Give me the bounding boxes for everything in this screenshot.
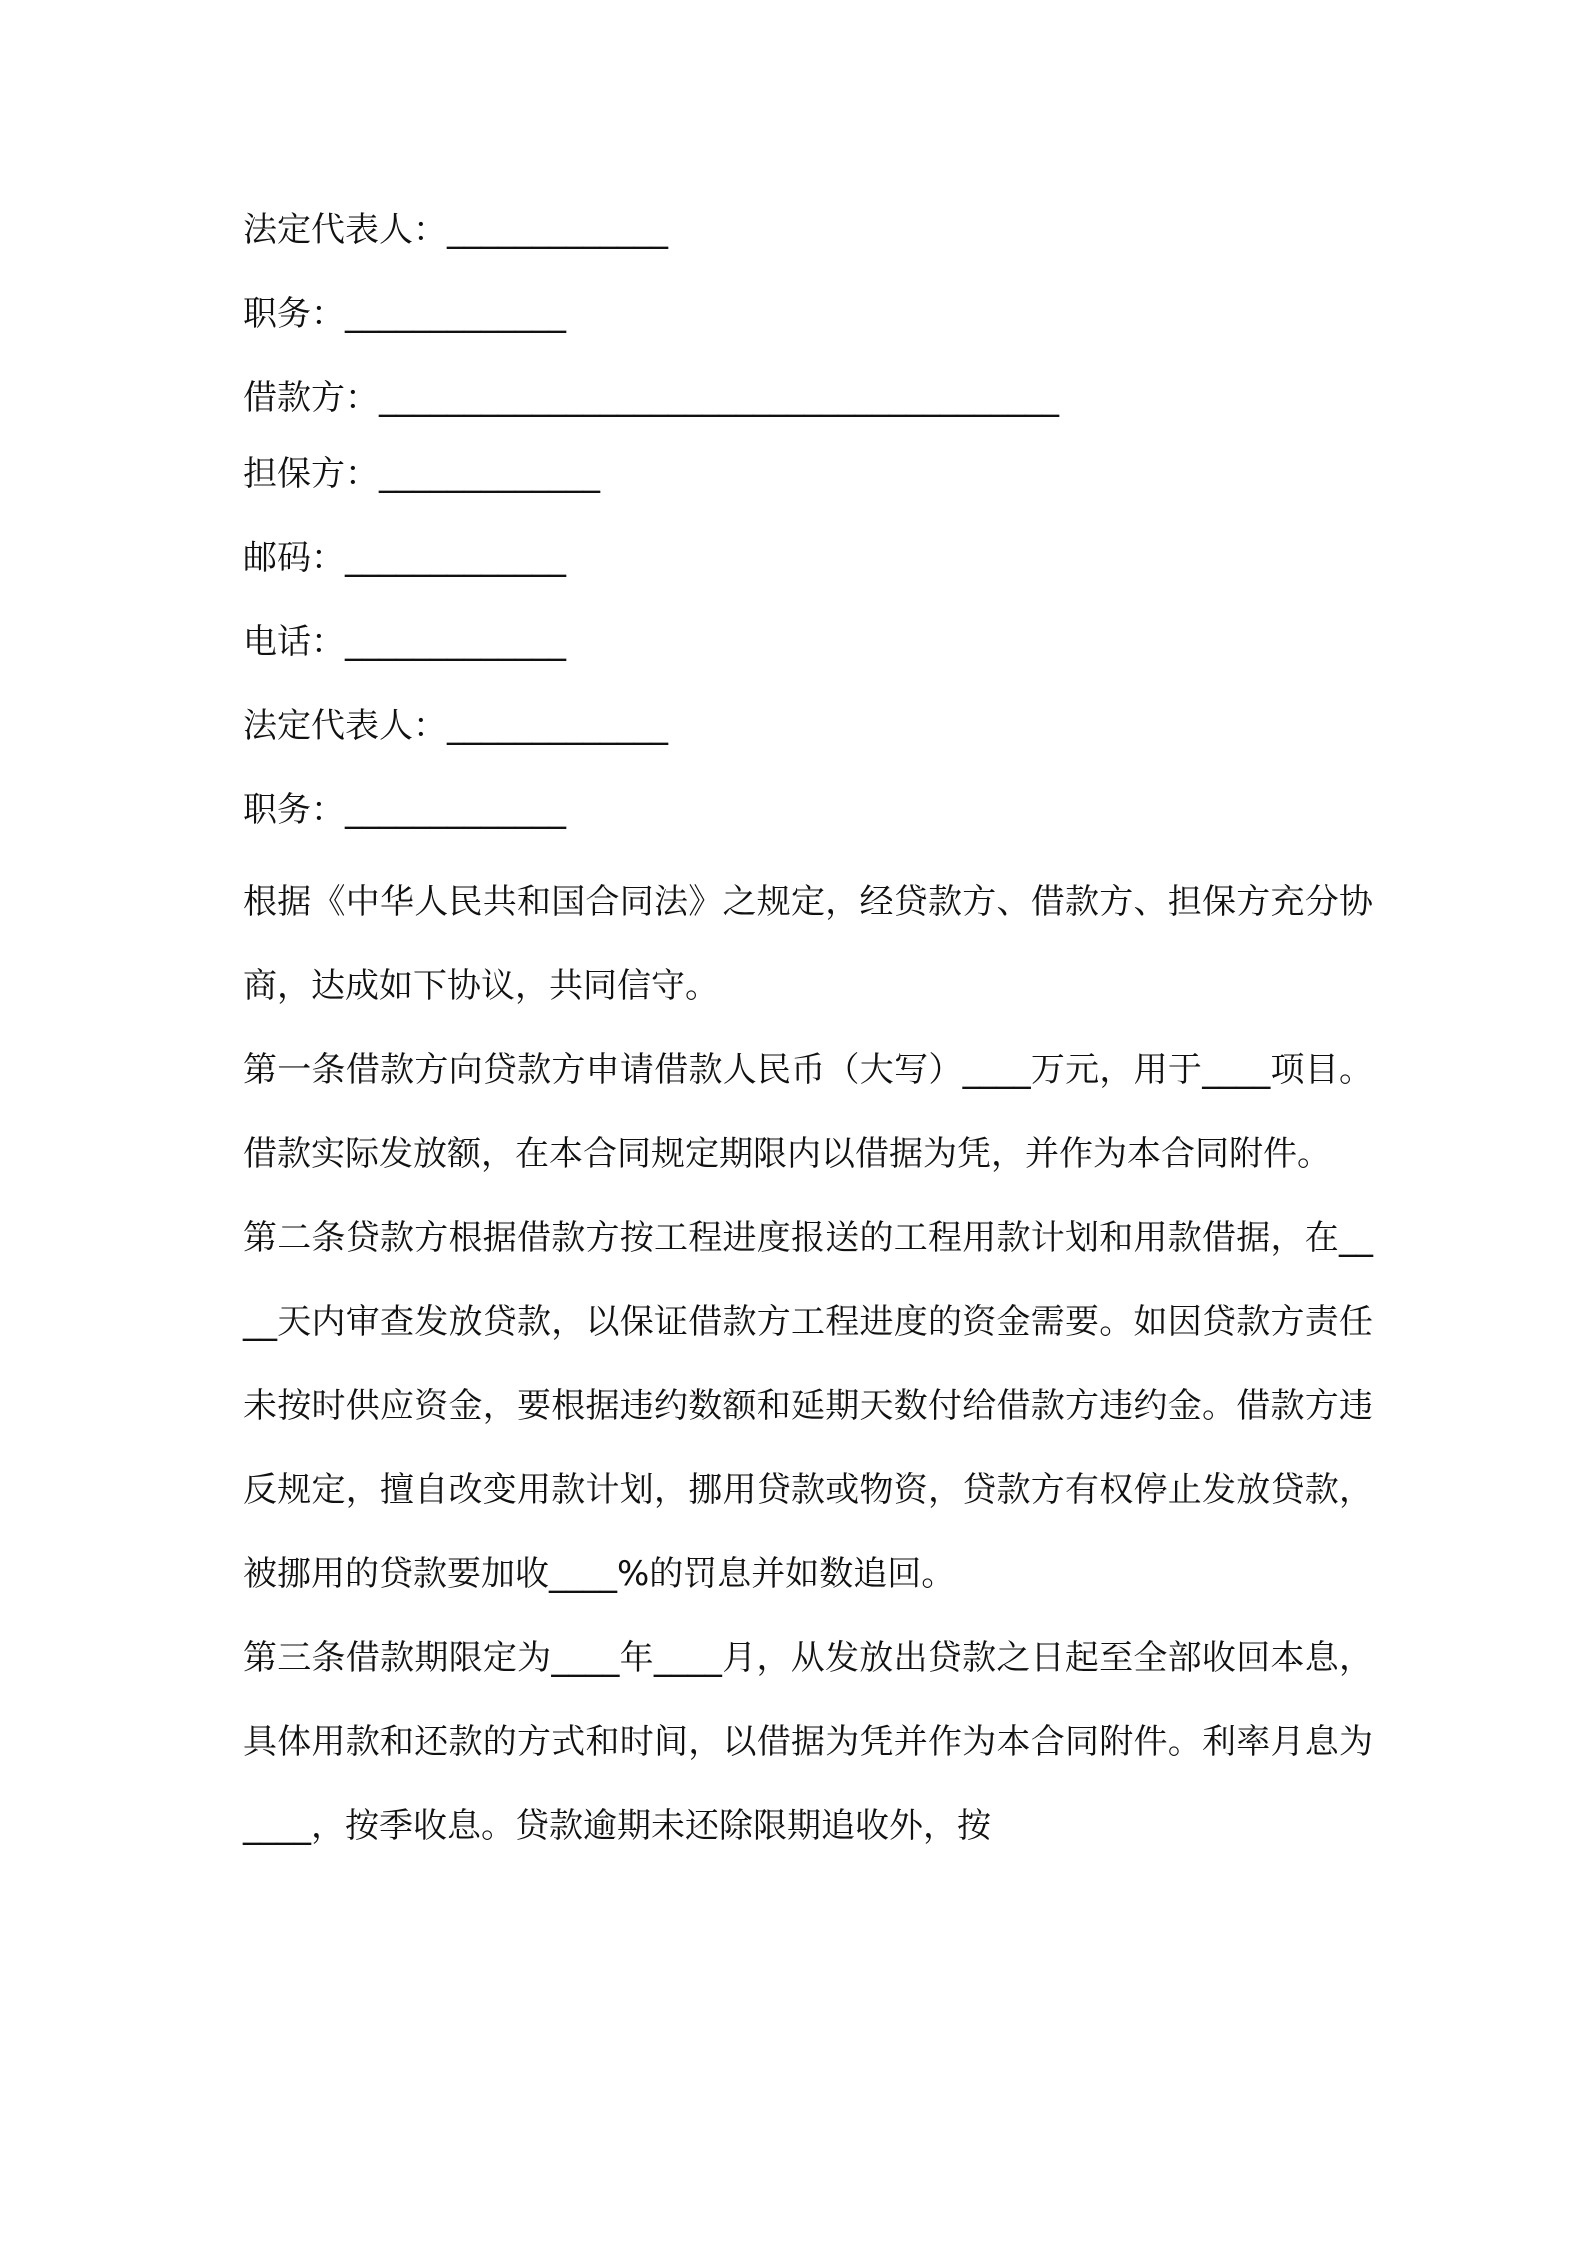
field-blank: _____________ xyxy=(447,210,668,250)
field-phone xyxy=(243,608,1373,692)
field-label: 法定代表人： xyxy=(243,706,447,746)
field-blank: _____________ xyxy=(345,622,566,662)
field-blank: ________________________________________ xyxy=(379,378,1059,418)
field-borrower xyxy=(243,364,1373,440)
contract-body xyxy=(243,196,1373,1868)
field-label: 借款方： xyxy=(243,378,379,418)
paragraph-preamble: 根据《中华人民共和国合同法》之规定，经贷款方、借款方、担保方充分协商，达成如下协议，共同信守。 xyxy=(243,882,1373,1006)
field-position xyxy=(243,280,1373,364)
field-blank: _____________ xyxy=(345,538,566,578)
field-legal-rep-2 xyxy=(243,692,1373,776)
field-blank: _____________ xyxy=(447,706,668,746)
field-label: 担保方： xyxy=(243,454,379,494)
paragraph-article-3: 第三条借款期限定为____年____月，从发放出贷款之日起至全部收回本息，具体用款和还款的方式和时间，以借据为凭并作为本合同附件。利率月息为____，按季收息。贷款逾期未还除限期追收外，按 xyxy=(243,1638,1373,1846)
field-label: 电话： xyxy=(243,622,345,662)
paragraph-article-1: 第一条借款方向贷款方申请借款人民币（大写）____万元，用于____项目。借款实际发放额，在本合同规定期限内以借据为凭，并作为本合同附件。 xyxy=(243,1050,1373,1174)
field-position-2 xyxy=(243,776,1373,860)
field-label: 法定代表人： xyxy=(243,210,447,250)
field-label: 邮码： xyxy=(243,538,345,578)
field-blank: _____________ xyxy=(379,454,600,494)
field-guarantor xyxy=(243,440,1373,524)
field-blank: _____________ xyxy=(345,294,566,334)
field-label: 职务： xyxy=(243,294,345,334)
field-legal-rep xyxy=(243,196,1373,280)
field-postcode xyxy=(243,524,1373,608)
field-blank: _____________ xyxy=(345,790,566,830)
field-label: 职务： xyxy=(243,790,345,830)
paragraph-article-2: 第二条贷款方根据借款方按工程进度报送的工程用款计划和用款借据，在____天内审查发放贷款，以保证借款方工程进度的资金需要。如因贷款方责任未按时供应资金，要根据违约数额和延期天数付给借款方违约金。借款方违反规定，擅自改变用款计划，挪用贷款或物资，贷款方有权停止发放贷款，被挪用的贷款要加收____%的罚息并如数追回。 xyxy=(243,1218,1373,1594)
